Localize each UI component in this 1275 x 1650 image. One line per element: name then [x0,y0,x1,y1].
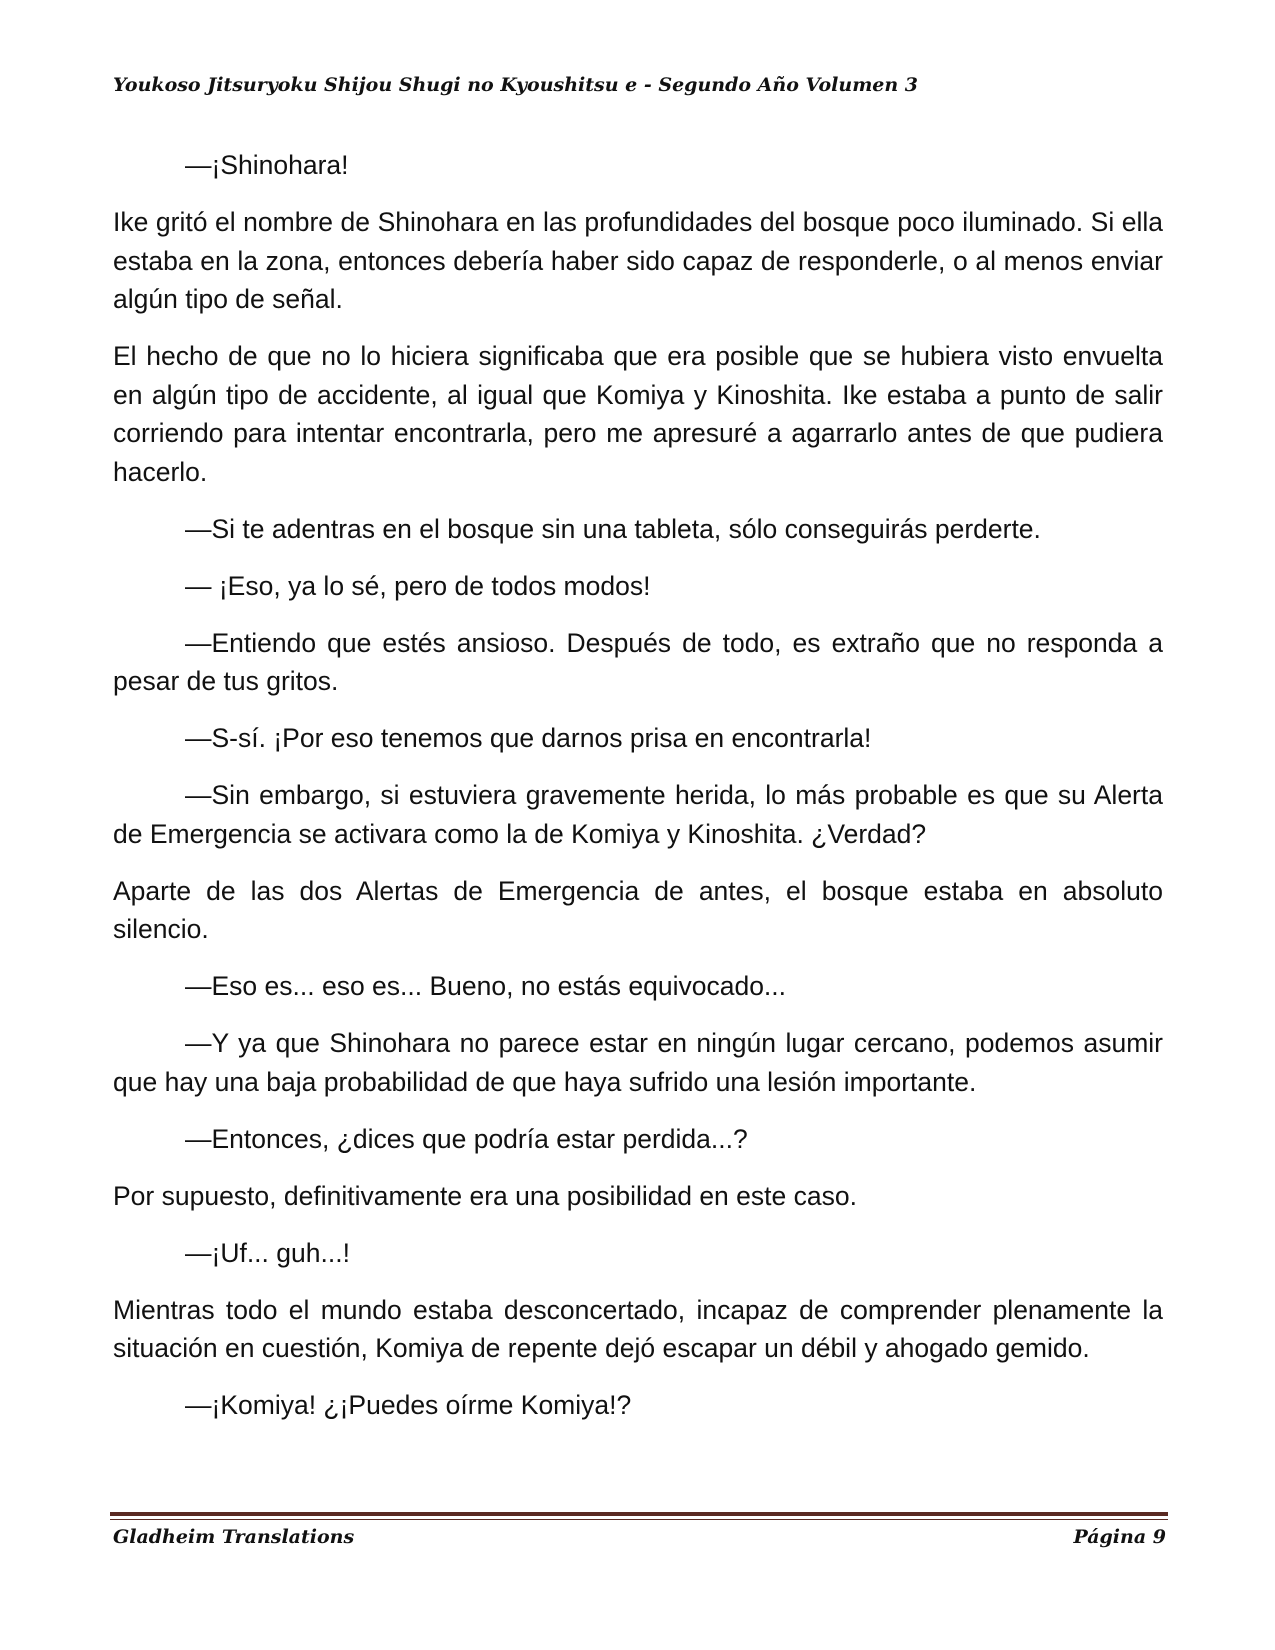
paragraph: —¡Shinohara! [185,150,349,180]
paragraph: Por supuesto, definitivamente era una posibilidad en este caso. [113,1180,857,1211]
paragraph: —Y ya que Shinohara no parece estar en ningún lugar cercano, podemos asumir que hay una baja probabilidad de que haya sufrido una lesión importante. [113,1028,1163,1097]
paragraph: Mientras todo el mundo estaba desconcertado, incapaz de comprender plenamente la situación en cuestión, Komiya de repente dejó escapar un débil y ahogado gemido. [113,1294,1163,1363]
paragraph: —Entonces, ¿dices que podría estar perdida...? [185,1123,748,1154]
paragraph: —Eso es... eso es... Bueno, no estás equivocado... [185,971,787,1001]
footer-credit: Gladheim Translations [113,1526,355,1548]
footer-rule-thick [110,1512,1168,1516]
running-header: Youkoso Jitsuryoku Shijou Shugi no Kyoushitsu e - Segundo Año Volumen 3 [113,74,919,96]
paragraph: —Si te adentras en el bosque sin una tableta, sólo conseguirás perderte. [185,513,1041,544]
paragraph: Aparte de las dos Alertas de Emergencia de antes, el bosque estaba en absoluto silencio. [113,875,1163,944]
footer-rule-thin [110,1519,1168,1520]
paragraph: —S-sí. ¡Por eso tenemos que darnos prisa en encontrarla! [185,723,872,753]
paragraph: —Sin embargo, si estuviera gravemente herida, lo más probable es que su Alerta de Emergencia se activara como la de Komiya y Kinoshita. ¿Verdad? [113,780,1163,849]
paragraph: Ike gritó el nombre de Shinohara en las profundidades del bosque poco iluminado. Si ella estaba en la zona, entonces debería haber sido capaz de responderle, o al menos enviar algún tipo de señal. [113,207,1163,314]
page-number: Página 9 [1073,1526,1166,1548]
paragraph: —¡Uf... guh...! [185,1237,350,1268]
paragraph: —Entiendo que estés ansioso. Después de todo, es extraño que no responda a pesar de tus gritos. [113,627,1163,696]
page-body [113,146,1163,1443]
paragraph: — ¡Eso, ya lo sé, pero de todos modos! [185,570,651,601]
paragraph: El hecho de que no lo hiciera significaba que era posible que se hubiera visto envuelta en algún tipo de accidente, al igual que Komiya y Kinoshita. Ike estaba a punto de salir corriendo para intentar encontrarla, pero me apresuré a agarrarlo antes de que pudiera hacerlo. [113,341,1163,487]
paragraph: —¡Komiya! ¿¡Puedes oírme Komiya!? [185,1390,632,1420]
